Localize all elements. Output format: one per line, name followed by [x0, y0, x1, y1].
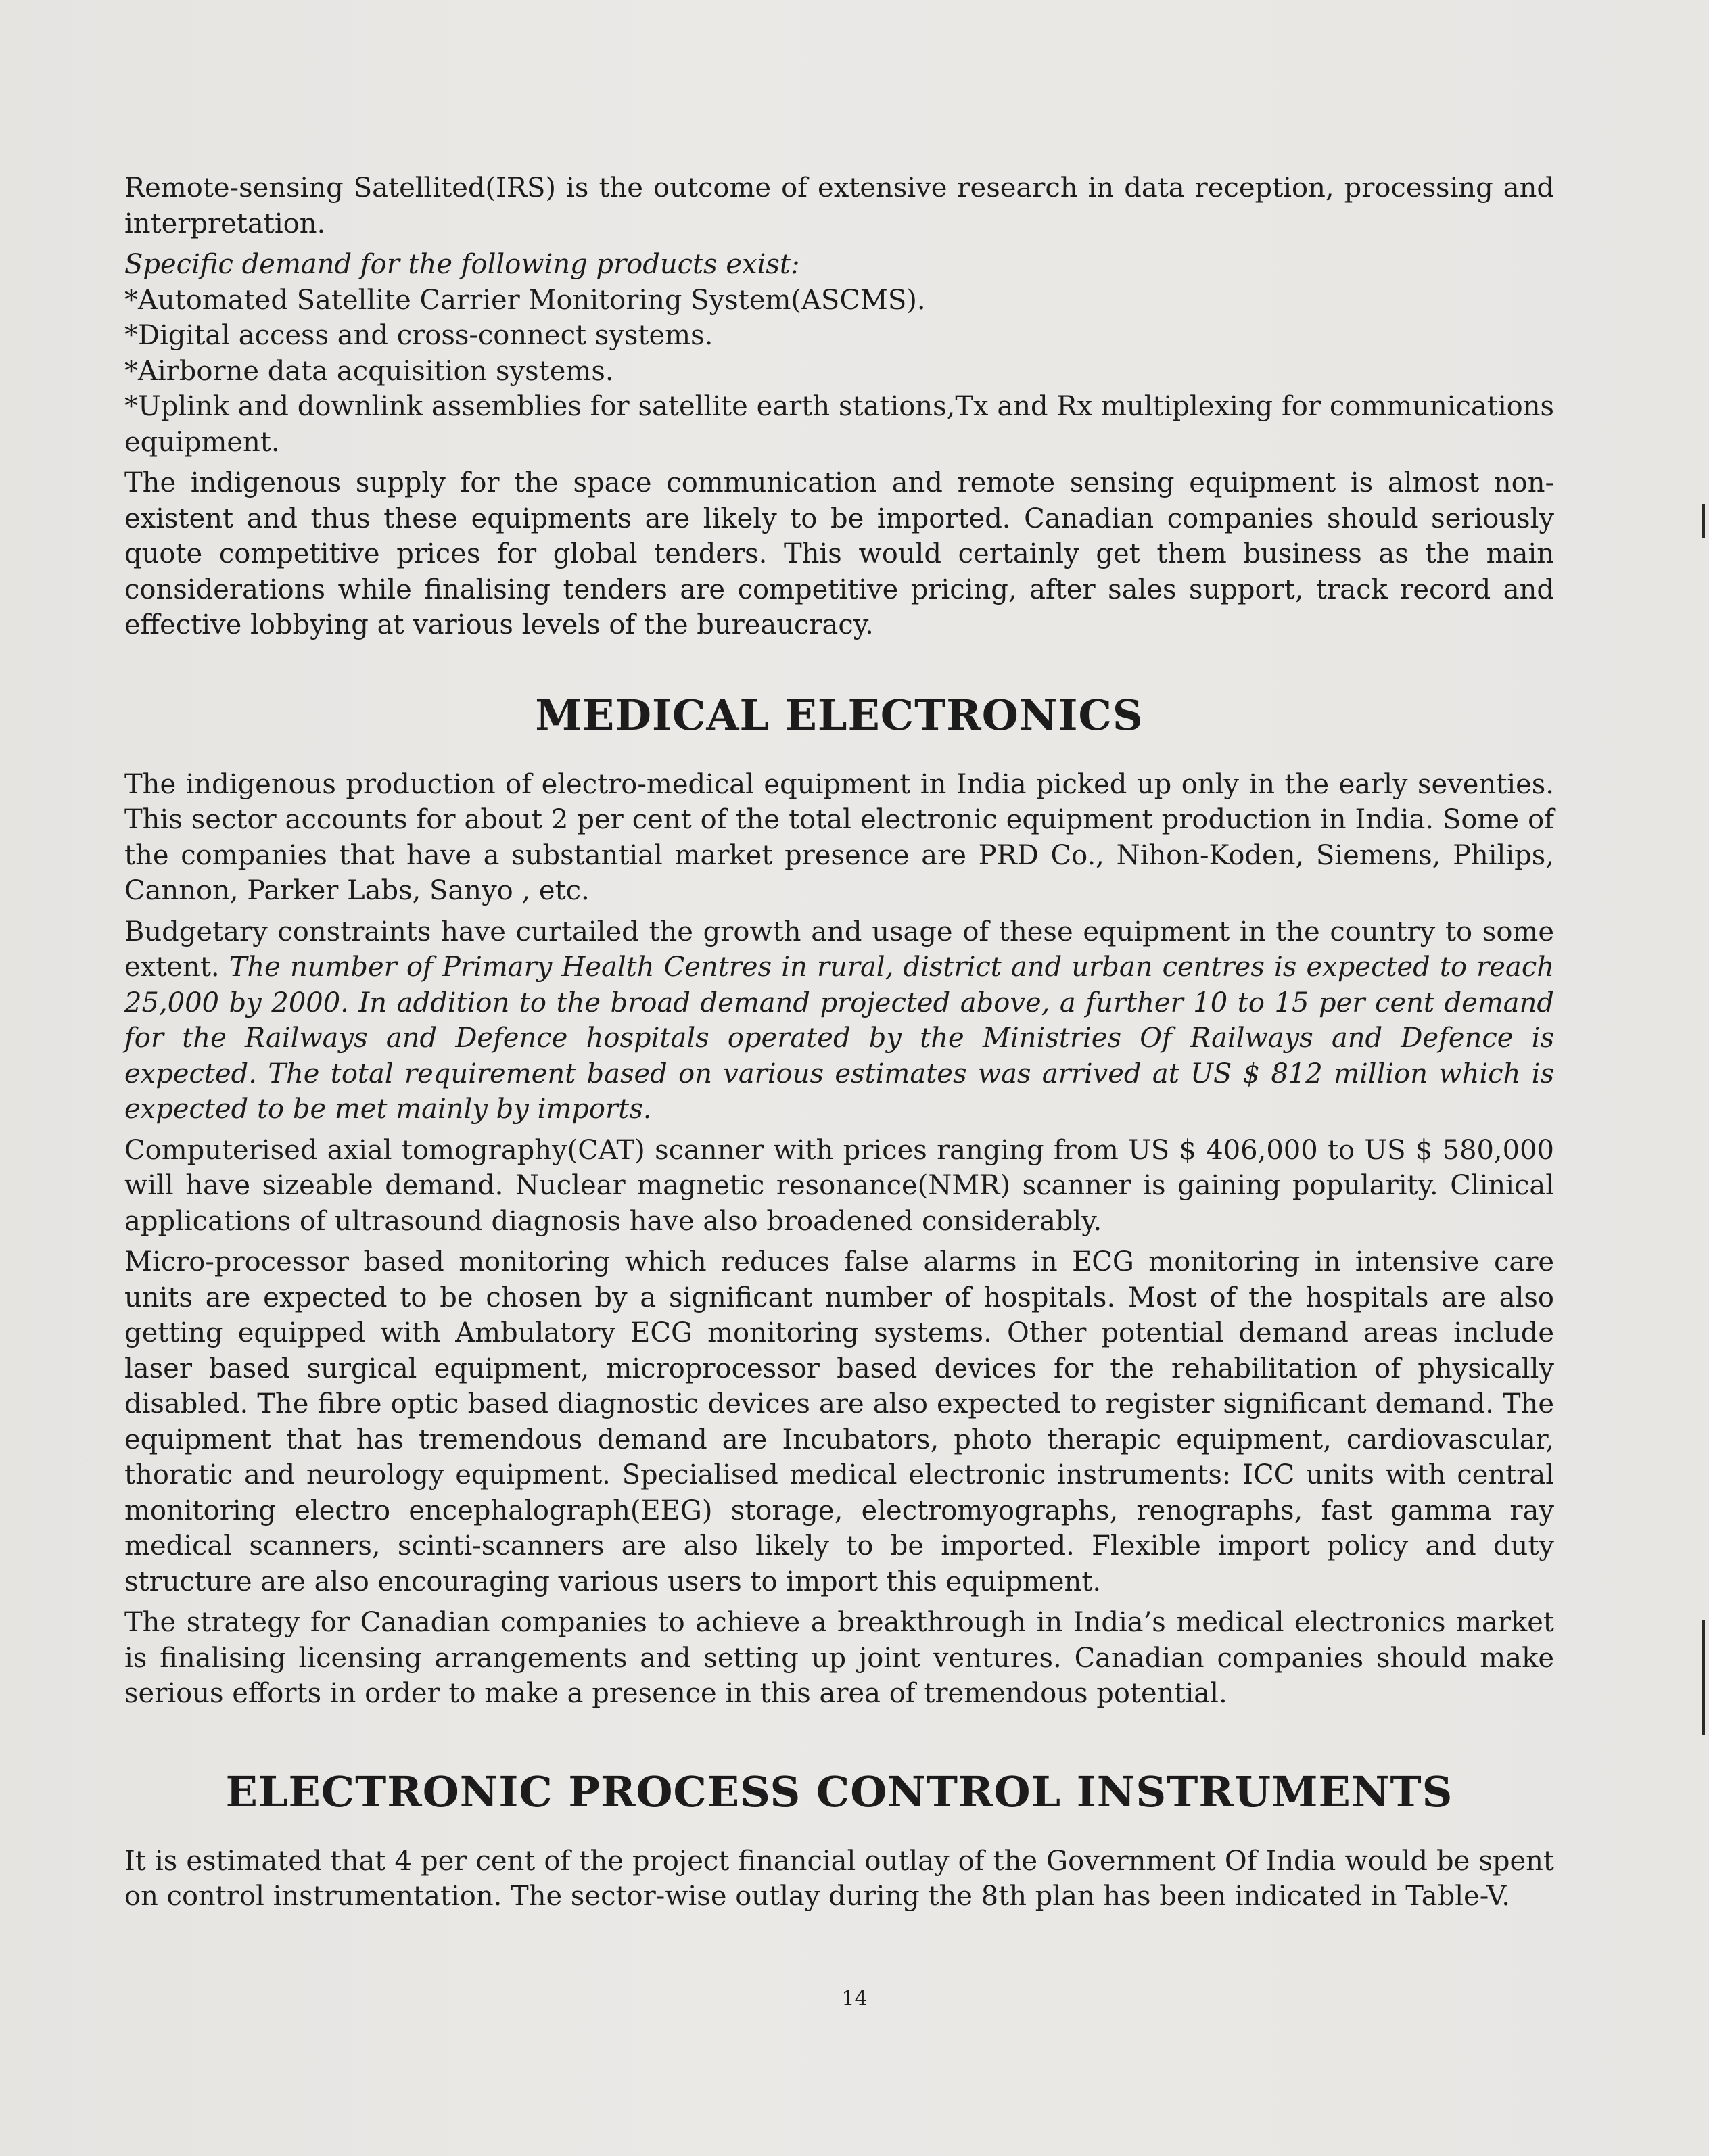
section-heading-medical-electronics: MEDICAL ELECTRONICS [535, 690, 1144, 740]
scan-edge-mark [1702, 1620, 1705, 1735]
list-item: *Uplink and downlink assemblies for satellite earth stations,Tx and Rx multiplexing for communications equipment. [124, 391, 1554, 458]
paragraph-italic-text: The number of Primary Health Centres in rural, district and urban centres is expected to reach 25,000 by 2000. In addition to the broad demand projected above, a further 10 to 15 per cent demand for the Railways and Defence hospitals operated by the Ministries Of Railways and Defence is expected. The total requirement based on various estimates was arrived at US $ 812 million which is expected to be met mainly by imports. [124, 952, 1554, 1125]
paragraph [124, 914, 1554, 1127]
paragraph: Computerised axial tomography(CAT) scanner with prices ranging from US $ 406,000 to US $ 580,000 will have sizeable demand. Nuclear magnetic resonance(NMR) scanner is gaining popularity. Clinical applications of ultrasound diagnosis have also broadened considerably. [124, 1134, 1554, 1237]
paragraph: The strategy for Canadian companies to achieve a breakthrough in India’s medical electronics market is finalising licensing arrangements and setting up joint ventures. Canadian companies should make serious efforts in order to make a presence in this area of tremendous potential. [124, 1607, 1554, 1709]
paragraph: Remote-sensing Satellited(IRS) is the outcome of extensive research in data reception, processing and interpretation. [124, 172, 1554, 239]
paragraph: Micro-processor based monitoring which reduces false alarms in ECG monitoring in intensive care units are expected to be chosen by a significant number of hospitals. Most of the hospitals are also getting equipped with Ambulatory ECG monitoring systems. Other potential demand areas include laser based surgical equipment, microprocessor based devices for the rehabilitation of physically disabled. The fibre optic based diagnostic devices are also expected to register significant demand. The equipment that has tremendous demand are Incubators, photo therapic equipment, cardiovascular, thoratic and neurology equipment. Specialised medical electronic instruments: ICC units with central monitoring electro encephalograph(EEG) storage, electromyographs, renographs, fast gamma ray medical scanners, scinti-scanners are also likely to be imported. Flexible import policy and duty structure are also encouraging various users to import this equipment. [124, 1246, 1554, 1597]
list-item: *Airborne data acquisition systems. [124, 355, 614, 387]
list-lead: Specific demand for the following products exist: [124, 249, 800, 280]
scan-edge-mark [1702, 504, 1705, 538]
section-heading-process-control: ELECTRONIC PROCESS CONTROL INSTRUMENTS [225, 1766, 1453, 1817]
paragraph: It is estimated that 4 per cent of the project financial outlay of the Government Of India would be spent on control instrumentation. The sector-wise outlay during the 8th plan has been indicated in Table-V. [124, 1845, 1554, 1912]
page-number: 14 [841, 1987, 868, 2011]
text-column [124, 170, 1554, 1920]
list-item: *Automated Satellite Carrier Monitoring System(ASCMS). [124, 284, 926, 316]
list-item: *Digital access and cross-connect systems. [124, 320, 713, 351]
paragraph: The indigenous supply for the space communication and remote sensing equipment is almost non-existent and thus these equipments are likely to be imported. Canadian companies should seriously quote competitive prices for global tenders. This would certainly get them business as the main considerations while finalising tenders are competitive pricing, after sales support, track record and effective lobbying at various levels of the bureaucracy. [124, 467, 1554, 640]
paragraph: The indigenous production of electro-medical equipment in India picked up only in the early seventies. This sector accounts for about 2 per cent of the total electronic equipment production in India. Some of the companies that have a substantial market presence are PRD Co., Nihon-Koden, Siemens, Philips, Cannon, Parker Labs, Sanyo , etc. [124, 768, 1554, 906]
paragraph-text: Budgetary constraints have curtailed the growth and usage of these equipment in the country to some extent. [124, 916, 1554, 983]
